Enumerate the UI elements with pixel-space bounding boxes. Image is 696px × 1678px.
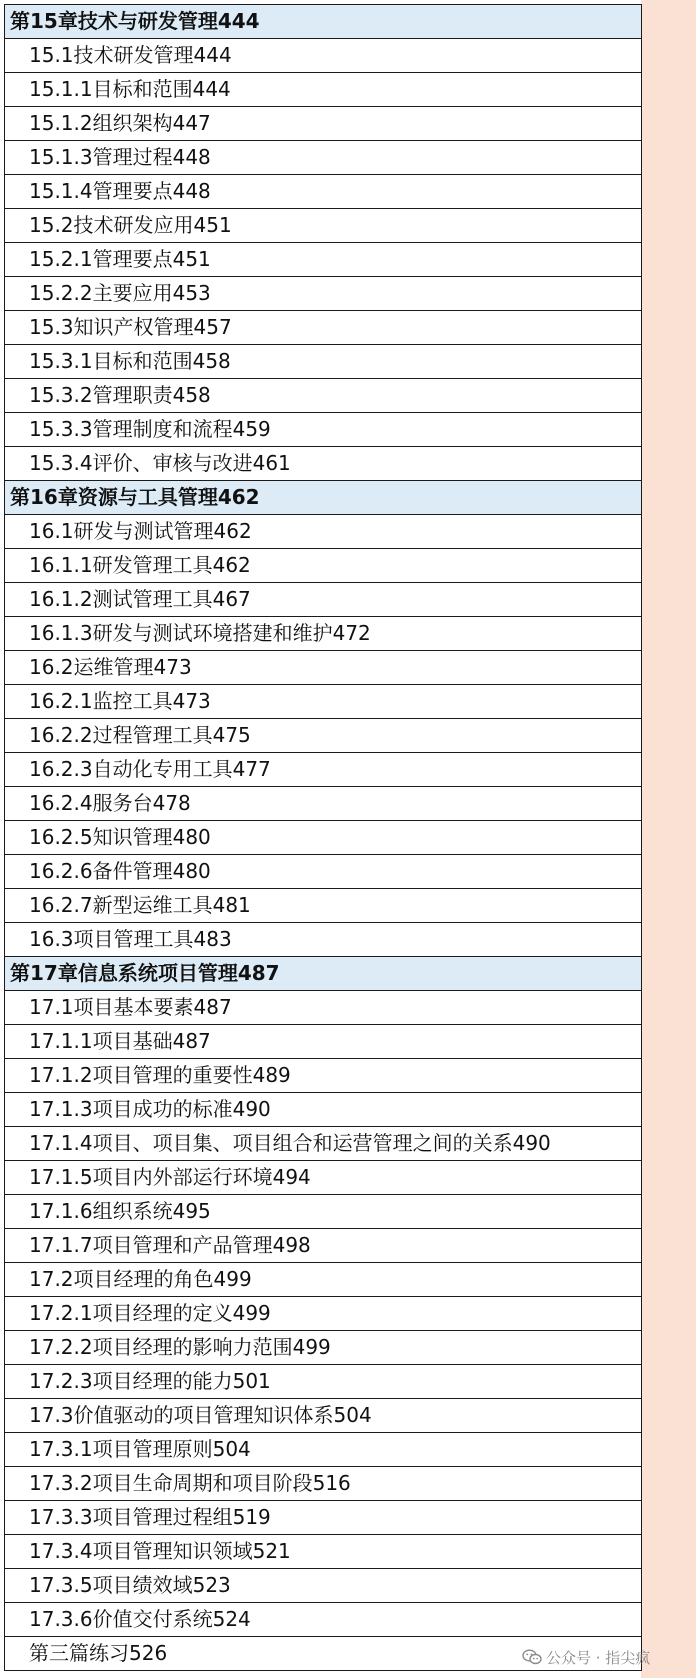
toc-section-row [5, 685, 642, 719]
section-title: 17.3.5项目绩效域523 [5, 1569, 642, 1603]
toc-section-row [5, 1467, 642, 1501]
section-title: 16.2.1监控工具473 [5, 685, 642, 719]
toc-chapter-row [5, 481, 642, 515]
toc-section-row [5, 753, 642, 787]
toc-section-row [5, 889, 642, 923]
toc-section-row [5, 515, 642, 549]
toc-section-row [5, 651, 642, 685]
toc-section-row [5, 1365, 642, 1399]
toc-section-row [5, 991, 642, 1025]
toc-section-row [5, 39, 642, 73]
section-title: 15.1技术研发管理444 [5, 39, 642, 73]
toc-section-row [5, 1229, 642, 1263]
toc-section-row [5, 1535, 642, 1569]
chapter-title: 第17章信息系统项目管理487 [5, 957, 642, 991]
section-title: 17.1.4项目、项目集、项目组合和运营管理之间的关系490 [5, 1127, 642, 1161]
toc-section-row [5, 1093, 642, 1127]
section-title: 17.2.3项目经理的能力501 [5, 1365, 642, 1399]
section-title: 16.2运维管理473 [5, 651, 642, 685]
section-title: 15.1.3管理过程448 [5, 141, 642, 175]
toc-chapter-row [5, 5, 642, 39]
toc-chapter-row [5, 957, 642, 991]
toc-section-row [5, 549, 642, 583]
section-title: 17.3.3项目管理过程组519 [5, 1501, 642, 1535]
toc-section-row [5, 1127, 642, 1161]
section-title: 15.3.3管理制度和流程459 [5, 413, 642, 447]
side-panel [641, 0, 696, 1678]
toc-body [5, 5, 642, 1671]
toc-section-row [5, 311, 642, 345]
section-title: 15.3.4评价、审核与改进461 [5, 447, 642, 481]
section-title: 第三篇练习526 [5, 1637, 642, 1671]
toc-section-row [5, 1025, 642, 1059]
toc-section-row [5, 1569, 642, 1603]
toc-section-row [5, 719, 642, 753]
watermark-text: 公众号 · 指尖疯 [546, 1648, 651, 1667]
section-title: 17.1.6组织系统495 [5, 1195, 642, 1229]
section-title: 16.1.3研发与测试环境搭建和维护472 [5, 617, 642, 651]
toc-section-row [5, 447, 642, 481]
toc-section-row [5, 821, 642, 855]
toc-section-row [5, 1263, 642, 1297]
toc-section-row [5, 107, 642, 141]
section-title: 17.3.6价值交付系统524 [5, 1603, 642, 1637]
toc-section-row [5, 617, 642, 651]
section-title: 15.1.2组织架构447 [5, 107, 642, 141]
section-title: 17.1项目基本要素487 [5, 991, 642, 1025]
toc-section-row [5, 175, 642, 209]
toc-section-row [5, 583, 642, 617]
section-title: 16.2.4服务台478 [5, 787, 642, 821]
section-title: 16.2.3自动化专用工具477 [5, 753, 642, 787]
toc-section-row [5, 1501, 642, 1535]
section-title: 16.2.2过程管理工具475 [5, 719, 642, 753]
section-title: 15.1.1目标和范围444 [5, 73, 642, 107]
toc-table [4, 4, 642, 1671]
section-title: 16.1.2测试管理工具467 [5, 583, 642, 617]
toc-section-row [5, 1059, 642, 1093]
section-title: 17.1.3项目成功的标准490 [5, 1093, 642, 1127]
section-title: 15.2.1管理要点451 [5, 243, 642, 277]
section-title: 15.2.2主要应用453 [5, 277, 642, 311]
section-title: 15.3.1目标和范围458 [5, 345, 642, 379]
section-title: 17.1.5项目内外部运行环境494 [5, 1161, 642, 1195]
section-title: 15.1.4管理要点448 [5, 175, 642, 209]
toc-section-row [5, 1433, 642, 1467]
toc-section-row [5, 855, 642, 889]
section-title: 16.2.7新型运维工具481 [5, 889, 642, 923]
toc-section-row [5, 73, 642, 107]
toc-section-row [5, 277, 642, 311]
section-title: 17.1.7项目管理和产品管理498 [5, 1229, 642, 1263]
section-title: 15.3知识产权管理457 [5, 311, 642, 345]
section-title: 17.3.2项目生命周期和项目阶段516 [5, 1467, 642, 1501]
section-title: 16.2.6备件管理480 [5, 855, 642, 889]
section-title: 17.3.4项目管理知识领域521 [5, 1535, 642, 1569]
toc-section-row [5, 923, 642, 957]
toc-section-row [5, 243, 642, 277]
chapter-title: 第15章技术与研发管理444 [5, 5, 642, 39]
section-title: 15.2技术研发应用451 [5, 209, 642, 243]
section-title: 17.2项目经理的角色499 [5, 1263, 642, 1297]
toc-section-row [5, 379, 642, 413]
wechat-icon [522, 1649, 542, 1665]
section-title: 17.2.1项目经理的定义499 [5, 1297, 642, 1331]
section-title: 16.2.5知识管理480 [5, 821, 642, 855]
toc-section-row [5, 413, 642, 447]
section-title: 17.2.2项目经理的影响力范围499 [5, 1331, 642, 1365]
toc-section-row [5, 345, 642, 379]
toc-section-row [5, 787, 642, 821]
toc-section-row [5, 1603, 642, 1637]
section-title: 17.3.1项目管理原则504 [5, 1433, 642, 1467]
section-title: 15.3.2管理职责458 [5, 379, 642, 413]
toc-section-row [5, 141, 642, 175]
section-title: 17.1.1项目基础487 [5, 1025, 642, 1059]
toc-section-row [5, 209, 642, 243]
section-title: 16.3项目管理工具483 [5, 923, 642, 957]
section-title: 16.1研发与测试管理462 [5, 515, 642, 549]
toc-section-row [5, 1297, 642, 1331]
toc-section-row [5, 1331, 642, 1365]
toc-section-row [5, 1399, 642, 1433]
section-title: 16.1.1研发管理工具462 [5, 549, 642, 583]
toc-section-row [5, 1195, 642, 1229]
chapter-title: 第16章资源与工具管理462 [5, 481, 642, 515]
section-title: 17.3价值驱动的项目管理知识体系504 [5, 1399, 642, 1433]
toc-section-row [5, 1161, 642, 1195]
section-title: 17.1.2项目管理的重要性489 [5, 1059, 642, 1093]
watermark [522, 1646, 650, 1668]
